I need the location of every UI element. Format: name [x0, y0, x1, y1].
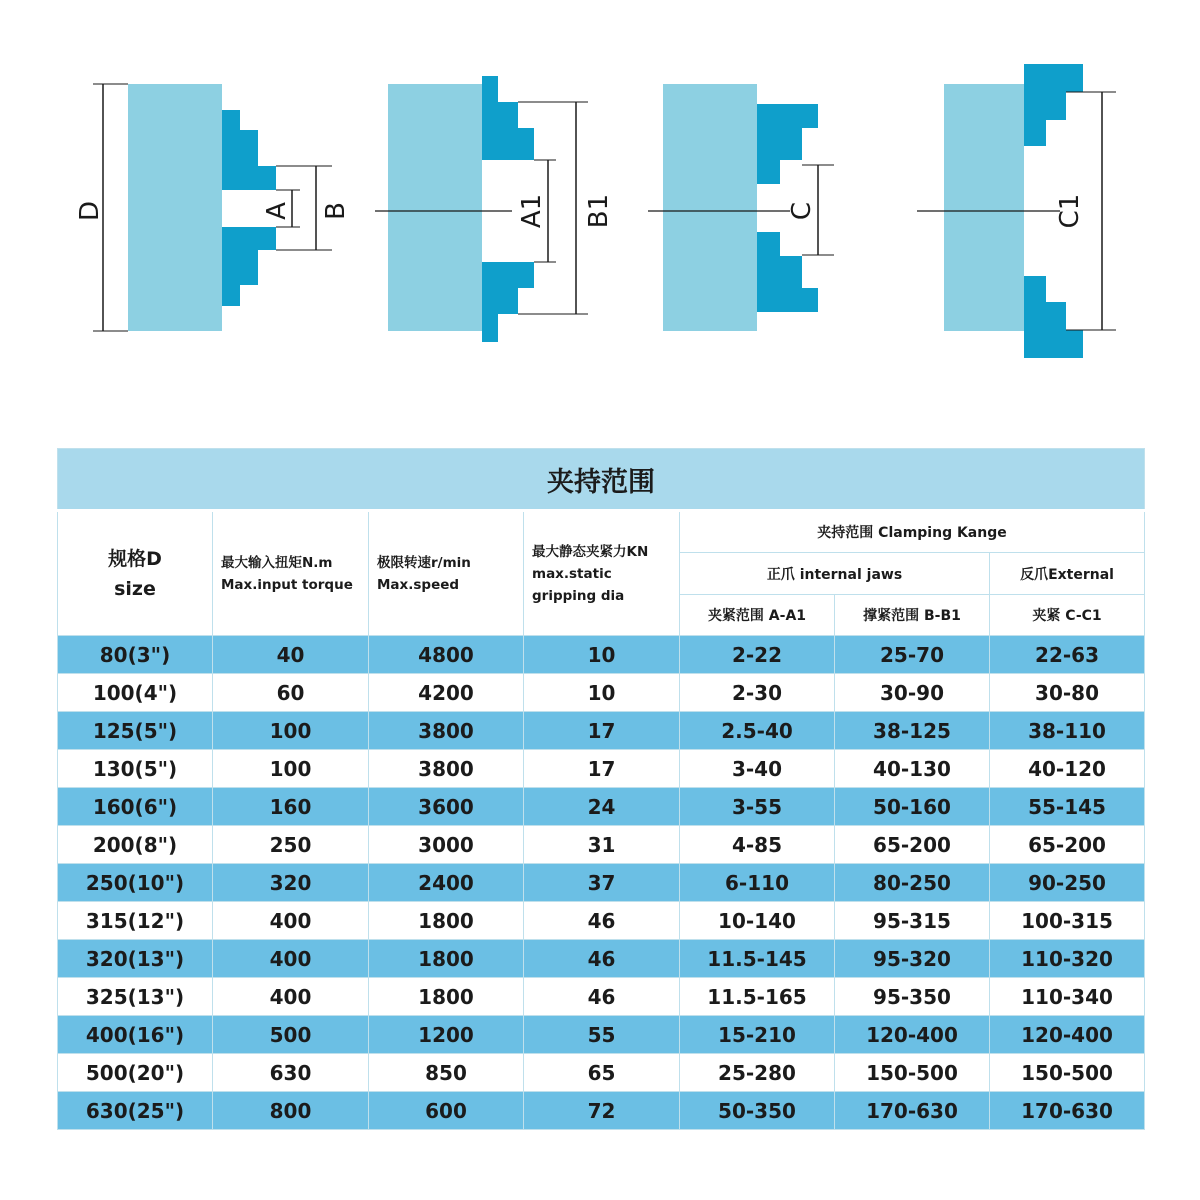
cell-force: 10	[524, 674, 680, 712]
chuck-jaw-diagrams	[0, 0, 1200, 420]
cell-force: 46	[524, 978, 680, 1016]
table-row	[58, 1016, 1145, 1054]
cell-torque: 400	[213, 978, 369, 1016]
cell-a-a1: 15-210	[680, 1016, 835, 1054]
cell-a-a1: 10-140	[680, 902, 835, 940]
cell-b-b1: 30-90	[835, 674, 990, 712]
cell-c-c1: 100-315	[990, 902, 1145, 940]
table-row	[58, 636, 1145, 674]
cell-torque: 320	[213, 864, 369, 902]
cell-size: 130(5")	[58, 750, 213, 788]
table-row	[58, 978, 1145, 1016]
chuck-body	[388, 84, 482, 331]
table-row	[58, 712, 1145, 750]
table-body	[58, 636, 1145, 1130]
cell-b-b1: 120-400	[835, 1016, 990, 1054]
header-b-b1: 撑紧范围 B-B1	[835, 595, 990, 636]
cell-a-a1: 2-30	[680, 674, 835, 712]
diagram-internal-clamping	[75, 84, 351, 331]
cell-speed: 600	[369, 1092, 524, 1130]
cell-c-c1: 170-630	[990, 1092, 1145, 1130]
header-c-c1: 夹紧 C-C1	[990, 595, 1145, 636]
cell-b-b1: 25-70	[835, 636, 990, 674]
cell-size: 125(5")	[58, 712, 213, 750]
cell-speed: 4800	[369, 636, 524, 674]
label-c: C	[787, 201, 817, 221]
cell-size: 500(20")	[58, 1054, 213, 1092]
jaw-lower	[1024, 276, 1083, 358]
cell-torque: 100	[213, 750, 369, 788]
cell-size: 160(6")	[58, 788, 213, 826]
header-speed-en: Max.speed	[377, 576, 460, 593]
cell-force: 55	[524, 1016, 680, 1054]
cell-speed: 3800	[369, 712, 524, 750]
jaw-upper	[482, 76, 534, 160]
cell-a-a1: 11.5-165	[680, 978, 835, 1016]
cell-b-b1: 95-320	[835, 940, 990, 978]
cell-force: 17	[524, 750, 680, 788]
jaw-lower	[757, 232, 818, 312]
cell-a-a1: 6-110	[680, 864, 835, 902]
cell-torque: 400	[213, 940, 369, 978]
cell-b-b1: 150-500	[835, 1054, 990, 1092]
table-row	[58, 826, 1145, 864]
header-force-en1: max.static	[532, 565, 612, 582]
table-row	[58, 940, 1145, 978]
label-a: A	[262, 202, 292, 220]
cell-torque: 630	[213, 1054, 369, 1092]
cell-size: 200(8")	[58, 826, 213, 864]
cell-speed: 3800	[369, 750, 524, 788]
cell-torque: 800	[213, 1092, 369, 1130]
header-force-en2: gripping dia	[532, 587, 625, 604]
table-row	[58, 864, 1145, 902]
diagram-internal-expanding	[375, 76, 614, 342]
cell-speed: 1800	[369, 940, 524, 978]
cell-force: 72	[524, 1092, 680, 1130]
header-force	[524, 511, 680, 636]
jaw-lower	[222, 227, 276, 306]
cell-torque: 100	[213, 712, 369, 750]
label-d: D	[75, 200, 105, 222]
header-size	[58, 511, 213, 636]
cell-a-a1: 11.5-145	[680, 940, 835, 978]
cell-speed: 4200	[369, 674, 524, 712]
table-row	[58, 1092, 1145, 1130]
cell-size: 320(13")	[58, 940, 213, 978]
jaw-upper	[1024, 64, 1083, 146]
cell-force: 17	[524, 712, 680, 750]
cell-a-a1: 2.5-40	[680, 712, 835, 750]
header-external-jaws: 反爪External	[990, 553, 1145, 595]
cell-b-b1: 40-130	[835, 750, 990, 788]
cell-c-c1: 38-110	[990, 712, 1145, 750]
cell-speed: 1800	[369, 902, 524, 940]
cell-c-c1: 65-200	[990, 826, 1145, 864]
label-a1: A1	[517, 193, 547, 229]
table-row	[58, 788, 1145, 826]
cell-c-c1: 90-250	[990, 864, 1145, 902]
cell-speed: 3000	[369, 826, 524, 864]
header-a-a1: 夹紧范围 A-A1	[680, 595, 835, 636]
chuck-body	[944, 84, 1024, 331]
cell-a-a1: 50-350	[680, 1092, 835, 1130]
label-b1: B1	[584, 193, 614, 229]
cell-c-c1: 120-400	[990, 1016, 1145, 1054]
cell-size: 250(10")	[58, 864, 213, 902]
header-clamping-range: 夹持范围 Clamping Kange	[680, 511, 1145, 553]
cell-speed: 1800	[369, 978, 524, 1016]
cell-torque: 500	[213, 1016, 369, 1054]
cell-force: 37	[524, 864, 680, 902]
cell-torque: 40	[213, 636, 369, 674]
cell-a-a1: 3-40	[680, 750, 835, 788]
cell-torque: 250	[213, 826, 369, 864]
table-row	[58, 1054, 1145, 1092]
cell-c-c1: 22-63	[990, 636, 1145, 674]
cell-a-a1: 4-85	[680, 826, 835, 864]
cell-size: 325(13")	[58, 978, 213, 1016]
cell-speed: 1200	[369, 1016, 524, 1054]
label-b: B	[321, 202, 351, 220]
cell-c-c1: 40-120	[990, 750, 1145, 788]
cell-force: 10	[524, 636, 680, 674]
header-speed-cn: 极限转速r/min	[377, 554, 471, 571]
cell-size: 80(3")	[58, 636, 213, 674]
cell-c-c1: 30-80	[990, 674, 1145, 712]
header-torque-cn: 最大输入扭矩N.m	[221, 554, 333, 571]
cell-force: 65	[524, 1054, 680, 1092]
header-internal-jaws: 正爪 internal jaws	[680, 553, 990, 595]
cell-b-b1: 170-630	[835, 1092, 990, 1130]
cell-size: 400(16")	[58, 1016, 213, 1054]
header-speed	[369, 511, 524, 636]
cell-size: 100(4")	[58, 674, 213, 712]
clamping-range-table	[57, 448, 1145, 1130]
cell-speed: 2400	[369, 864, 524, 902]
header-size-en: size	[114, 577, 156, 600]
diagram-external-small	[648, 84, 834, 331]
cell-torque: 60	[213, 674, 369, 712]
cell-force: 24	[524, 788, 680, 826]
header-torque-en: Max.input torque	[221, 576, 353, 593]
cell-c-c1: 110-340	[990, 978, 1145, 1016]
cell-torque: 160	[213, 788, 369, 826]
header-force-cn: 最大静态夹紧力KN	[532, 543, 649, 560]
cell-a-a1: 2-22	[680, 636, 835, 674]
cell-b-b1: 65-200	[835, 826, 990, 864]
diagram-external-large	[917, 64, 1116, 358]
cell-c-c1: 150-500	[990, 1054, 1145, 1092]
table-row	[58, 674, 1145, 712]
cell-speed: 850	[369, 1054, 524, 1092]
cell-b-b1: 50-160	[835, 788, 990, 826]
jaw-lower	[482, 262, 534, 342]
label-c1: C1	[1055, 193, 1085, 229]
cell-size: 630(25")	[58, 1092, 213, 1130]
cell-c-c1: 55-145	[990, 788, 1145, 826]
chuck-body	[663, 84, 757, 331]
cell-force: 31	[524, 826, 680, 864]
table-title: 夹持范围	[58, 449, 1145, 511]
cell-torque: 400	[213, 902, 369, 940]
header-size-cn: 规格D	[108, 547, 162, 570]
cell-c-c1: 110-320	[990, 940, 1145, 978]
header-torque	[213, 511, 369, 636]
cell-force: 46	[524, 902, 680, 940]
jaw-upper	[222, 110, 276, 190]
cell-a-a1: 3-55	[680, 788, 835, 826]
table-row	[58, 750, 1145, 788]
chuck-body	[128, 84, 222, 331]
table-row	[58, 902, 1145, 940]
cell-speed: 3600	[369, 788, 524, 826]
cell-size: 315(12")	[58, 902, 213, 940]
cell-b-b1: 95-315	[835, 902, 990, 940]
cell-force: 46	[524, 940, 680, 978]
cell-b-b1: 80-250	[835, 864, 990, 902]
cell-b-b1: 38-125	[835, 712, 990, 750]
cell-b-b1: 95-350	[835, 978, 990, 1016]
jaw-upper	[757, 104, 818, 184]
cell-a-a1: 25-280	[680, 1054, 835, 1092]
